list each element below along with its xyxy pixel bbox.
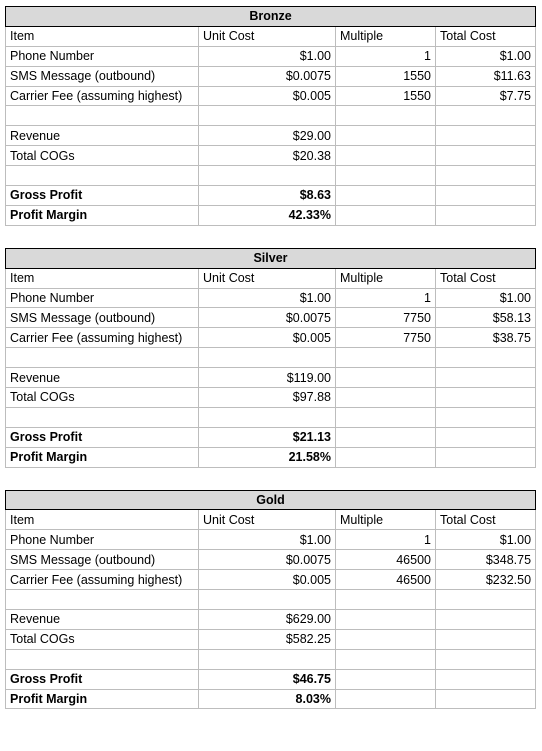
line-multiple[interactable]: 7750 [336, 308, 436, 328]
line-multiple[interactable]: 46500 [336, 550, 436, 570]
header-row [6, 510, 536, 530]
profit-margin-value[interactable]: 8.03% [199, 689, 336, 709]
tier-title-row [6, 7, 536, 27]
header-item[interactable]: Item [6, 26, 199, 46]
empty-cell[interactable] [336, 106, 436, 126]
header-row [6, 26, 536, 46]
gross-profit-row [6, 669, 536, 689]
revenue-row [6, 609, 536, 629]
spreadsheet [5, 6, 535, 709]
revenue-value[interactable]: $29.00 [199, 126, 336, 146]
empty-cell[interactable] [336, 669, 436, 689]
line-multiple[interactable]: 1 [336, 288, 436, 308]
line-unit-cost[interactable]: $0.0075 [199, 308, 336, 328]
empty-cell[interactable] [436, 609, 536, 629]
gross-profit-value[interactable]: $8.63 [199, 186, 336, 206]
header-row [6, 268, 536, 288]
empty-cell[interactable] [199, 106, 336, 126]
cost-line-row [6, 570, 536, 590]
empty-cell[interactable] [6, 590, 199, 610]
empty-cell[interactable] [336, 689, 436, 709]
line-total-cost[interactable]: $58.13 [436, 308, 536, 328]
gross-profit-value[interactable]: $46.75 [199, 669, 336, 689]
empty-cell[interactable] [436, 166, 536, 186]
header-total-cost[interactable]: Total Cost [436, 268, 536, 288]
empty-cell[interactable] [336, 348, 436, 368]
empty-cell[interactable] [6, 166, 199, 186]
cost-line-row [6, 530, 536, 550]
empty-cell[interactable] [336, 205, 436, 225]
line-item[interactable]: Carrier Fee (assuming highest) [6, 328, 199, 348]
header-total-cost[interactable]: Total Cost [436, 510, 536, 530]
tier-table-silver [5, 248, 535, 468]
line-total-cost[interactable]: $7.75 [436, 86, 536, 106]
header-unit-cost[interactable]: Unit Cost [199, 268, 336, 288]
revenue-value[interactable]: $629.00 [199, 609, 336, 629]
gross-profit-label[interactable]: Gross Profit [6, 427, 199, 447]
cogs-row [6, 629, 536, 649]
line-unit-cost[interactable]: $0.005 [199, 328, 336, 348]
line-multiple[interactable]: 1550 [336, 86, 436, 106]
profit-margin-row [6, 689, 536, 709]
empty-cell[interactable] [436, 348, 536, 368]
empty-cell[interactable] [6, 649, 199, 669]
empty-cell[interactable] [436, 669, 536, 689]
empty-cell[interactable] [336, 649, 436, 669]
line-item[interactable]: Carrier Fee (assuming highest) [6, 570, 199, 590]
empty-row [6, 348, 536, 368]
line-unit-cost[interactable]: $0.0075 [199, 550, 336, 570]
empty-cell[interactable] [436, 205, 536, 225]
cogs-row [6, 388, 536, 408]
tier-title[interactable]: Silver [6, 248, 536, 268]
profit-margin-value[interactable]: 42.33% [199, 205, 336, 225]
tier-grid [5, 490, 536, 710]
empty-row [6, 166, 536, 186]
line-item[interactable]: Phone Number [6, 288, 199, 308]
cost-line-row [6, 308, 536, 328]
line-unit-cost[interactable]: $0.005 [199, 570, 336, 590]
empty-row [6, 407, 536, 427]
empty-cell[interactable] [336, 368, 436, 388]
line-total-cost[interactable]: $38.75 [436, 328, 536, 348]
cost-line-row [6, 46, 536, 66]
cost-line-row [6, 328, 536, 348]
profit-margin-label[interactable]: Profit Margin [6, 205, 199, 225]
empty-row [6, 649, 536, 669]
empty-cell[interactable] [336, 629, 436, 649]
empty-cell[interactable] [436, 447, 536, 467]
gross-profit-label[interactable]: Gross Profit [6, 186, 199, 206]
line-unit-cost[interactable]: $0.0075 [199, 66, 336, 86]
header-multiple[interactable]: Multiple [336, 268, 436, 288]
revenue-label[interactable]: Revenue [6, 368, 199, 388]
cogs-value[interactable]: $582.25 [199, 629, 336, 649]
empty-row [6, 590, 536, 610]
tier-title-row [6, 490, 536, 510]
empty-cell[interactable] [6, 348, 199, 368]
empty-cell[interactable] [336, 388, 436, 408]
empty-cell[interactable] [336, 609, 436, 629]
gross-profit-row [6, 427, 536, 447]
tier-title-row [6, 248, 536, 268]
line-item[interactable]: Phone Number [6, 530, 199, 550]
tier-grid [5, 6, 536, 226]
empty-cell[interactable] [436, 629, 536, 649]
empty-cell[interactable] [336, 407, 436, 427]
cost-line-row [6, 550, 536, 570]
revenue-label[interactable]: Revenue [6, 126, 199, 146]
empty-cell[interactable] [199, 590, 336, 610]
empty-cell[interactable] [436, 146, 536, 166]
cogs-value[interactable]: $97.88 [199, 388, 336, 408]
empty-cell[interactable] [336, 186, 436, 206]
line-unit-cost[interactable]: $1.00 [199, 46, 336, 66]
header-item[interactable]: Item [6, 510, 199, 530]
empty-cell[interactable] [436, 427, 536, 447]
line-unit-cost[interactable]: $1.00 [199, 530, 336, 550]
line-total-cost[interactable]: $1.00 [436, 530, 536, 550]
cost-line-row [6, 288, 536, 308]
tier-table-bronze [5, 6, 535, 226]
cost-line-row [6, 86, 536, 106]
line-multiple[interactable]: 1 [336, 46, 436, 66]
line-multiple[interactable]: 46500 [336, 570, 436, 590]
empty-cell[interactable] [199, 407, 336, 427]
line-multiple[interactable]: 7750 [336, 328, 436, 348]
line-unit-cost[interactable]: $0.005 [199, 86, 336, 106]
profit-margin-label[interactable]: Profit Margin [6, 689, 199, 709]
header-total-cost[interactable]: Total Cost [436, 26, 536, 46]
header-unit-cost[interactable]: Unit Cost [199, 26, 336, 46]
tier-grid [5, 248, 536, 468]
revenue-row [6, 368, 536, 388]
profit-margin-value[interactable]: 21.58% [199, 447, 336, 467]
empty-cell[interactable] [199, 348, 336, 368]
empty-cell[interactable] [199, 166, 336, 186]
revenue-row [6, 126, 536, 146]
profit-margin-row [6, 205, 536, 225]
gross-profit-label[interactable]: Gross Profit [6, 669, 199, 689]
header-multiple[interactable]: Multiple [336, 26, 436, 46]
empty-cell[interactable] [336, 146, 436, 166]
empty-cell[interactable] [436, 186, 536, 206]
empty-row [6, 106, 536, 126]
empty-cell[interactable] [336, 126, 436, 146]
gross-profit-row [6, 186, 536, 206]
line-multiple[interactable]: 1550 [336, 66, 436, 86]
line-item[interactable]: SMS Message (outbound) [6, 308, 199, 328]
empty-cell[interactable] [436, 590, 536, 610]
line-item[interactable]: Carrier Fee (assuming highest) [6, 86, 199, 106]
cogs-row [6, 146, 536, 166]
line-total-cost[interactable]: $232.50 [436, 570, 536, 590]
header-item[interactable]: Item [6, 268, 199, 288]
revenue-label[interactable]: Revenue [6, 609, 199, 629]
profit-margin-label[interactable]: Profit Margin [6, 447, 199, 467]
empty-cell[interactable] [199, 649, 336, 669]
empty-cell[interactable] [436, 368, 536, 388]
gross-profit-value[interactable]: $21.13 [199, 427, 336, 447]
line-total-cost[interactable]: $11.63 [436, 66, 536, 86]
cogs-label[interactable]: Total COGs [6, 146, 199, 166]
empty-cell[interactable] [436, 407, 536, 427]
cogs-value[interactable]: $20.38 [199, 146, 336, 166]
tier-title[interactable]: Bronze [6, 7, 536, 27]
header-multiple[interactable]: Multiple [336, 510, 436, 530]
line-item[interactable]: Phone Number [6, 46, 199, 66]
empty-cell[interactable] [6, 106, 199, 126]
cogs-label[interactable]: Total COGs [6, 629, 199, 649]
profit-margin-row [6, 447, 536, 467]
line-total-cost[interactable]: $1.00 [436, 46, 536, 66]
line-multiple[interactable]: 1 [336, 530, 436, 550]
empty-cell[interactable] [336, 590, 436, 610]
tier-table-gold [5, 490, 535, 710]
line-total-cost[interactable]: $348.75 [436, 550, 536, 570]
cost-line-row [6, 66, 536, 86]
empty-cell[interactable] [436, 106, 536, 126]
line-item[interactable]: SMS Message (outbound) [6, 66, 199, 86]
empty-cell[interactable] [436, 126, 536, 146]
empty-cell[interactable] [336, 427, 436, 447]
line-unit-cost[interactable]: $1.00 [199, 288, 336, 308]
empty-cell[interactable] [336, 166, 436, 186]
tier-title[interactable]: Gold [6, 490, 536, 510]
empty-cell[interactable] [436, 649, 536, 669]
cogs-label[interactable]: Total COGs [6, 388, 199, 408]
empty-cell[interactable] [6, 407, 199, 427]
line-total-cost[interactable]: $1.00 [436, 288, 536, 308]
empty-cell[interactable] [436, 689, 536, 709]
empty-cell[interactable] [436, 388, 536, 408]
revenue-value[interactable]: $119.00 [199, 368, 336, 388]
empty-cell[interactable] [336, 447, 436, 467]
line-item[interactable]: SMS Message (outbound) [6, 550, 199, 570]
header-unit-cost[interactable]: Unit Cost [199, 510, 336, 530]
